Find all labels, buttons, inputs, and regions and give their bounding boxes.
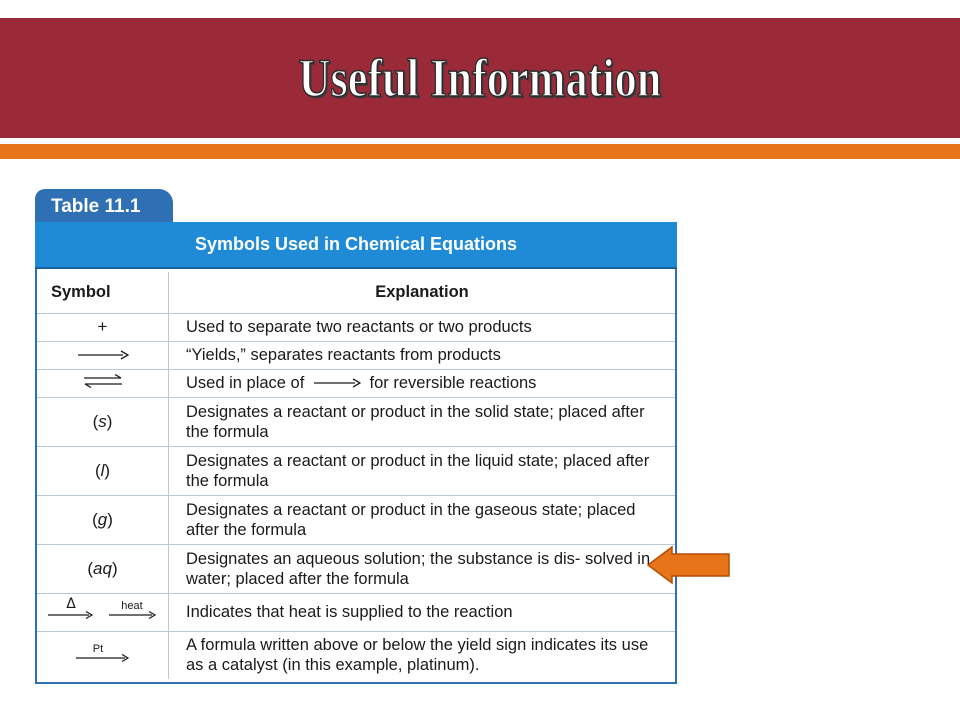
liquid-state-symbol: (l) <box>37 446 169 495</box>
row-explanation: Designates an aqueous solution; the substance is dis- solved in water; placed after the formula <box>169 544 676 593</box>
slide-title: Useful Information <box>298 48 662 108</box>
table-row <box>37 495 675 544</box>
table-row <box>37 544 675 593</box>
table-header-row <box>37 272 675 313</box>
table-row <box>37 313 675 341</box>
explanation-header: Explanation <box>375 282 469 301</box>
symbols-table <box>37 272 675 679</box>
solid-state-symbol: (s) <box>37 397 169 446</box>
row-explanation: Indicates that heat is supplied to the reaction <box>169 593 676 631</box>
table-row <box>37 369 675 397</box>
plus-symbol: + <box>37 313 169 341</box>
catalyst-arrow-icon <box>37 631 169 679</box>
explanation-suffix: for reversible reactions <box>369 373 537 392</box>
table-number-tab: Table 11.1 <box>35 189 173 225</box>
heat-label: heat <box>121 599 143 612</box>
table-caption: Symbols Used in Chemical Equations <box>35 222 677 269</box>
aqueous-state-symbol: (aq) <box>37 544 169 593</box>
table-row <box>37 593 675 631</box>
inline-arrow-icon <box>313 373 361 393</box>
yield-arrow-icon <box>37 341 169 369</box>
row-explanation: “Yields,” separates reactants from products <box>169 341 676 369</box>
delta-label: Δ <box>66 596 76 612</box>
row-explanation: Used to separate two reactants or two products <box>169 313 676 341</box>
row-explanation <box>169 369 676 397</box>
left-arrow-icon <box>646 545 732 585</box>
heat-arrows-icon <box>37 593 169 631</box>
table-row <box>37 446 675 495</box>
gas-state-symbol: (g) <box>37 495 169 544</box>
explanation-prefix: Used in place of <box>186 373 305 392</box>
row-explanation: Designates a reactant or product in the liquid state; placed after the formula <box>169 446 676 495</box>
symbol-header: Symbol <box>37 272 169 313</box>
reversible-arrow-icon <box>37 369 169 397</box>
table-row <box>37 631 675 679</box>
row-explanation: Designates a reactant or product in the gaseous state; placed after the formula <box>169 495 676 544</box>
table-row <box>37 341 675 369</box>
row-explanation: A formula written above or below the yield sign indicates its use as a catalyst (in this example, platinum). <box>169 631 676 679</box>
catalyst-label: Pt <box>92 642 103 655</box>
row-explanation: Designates a reactant or product in the solid state; placed after the formula <box>169 397 676 446</box>
table-row <box>37 397 675 446</box>
accent-bar <box>0 144 960 159</box>
